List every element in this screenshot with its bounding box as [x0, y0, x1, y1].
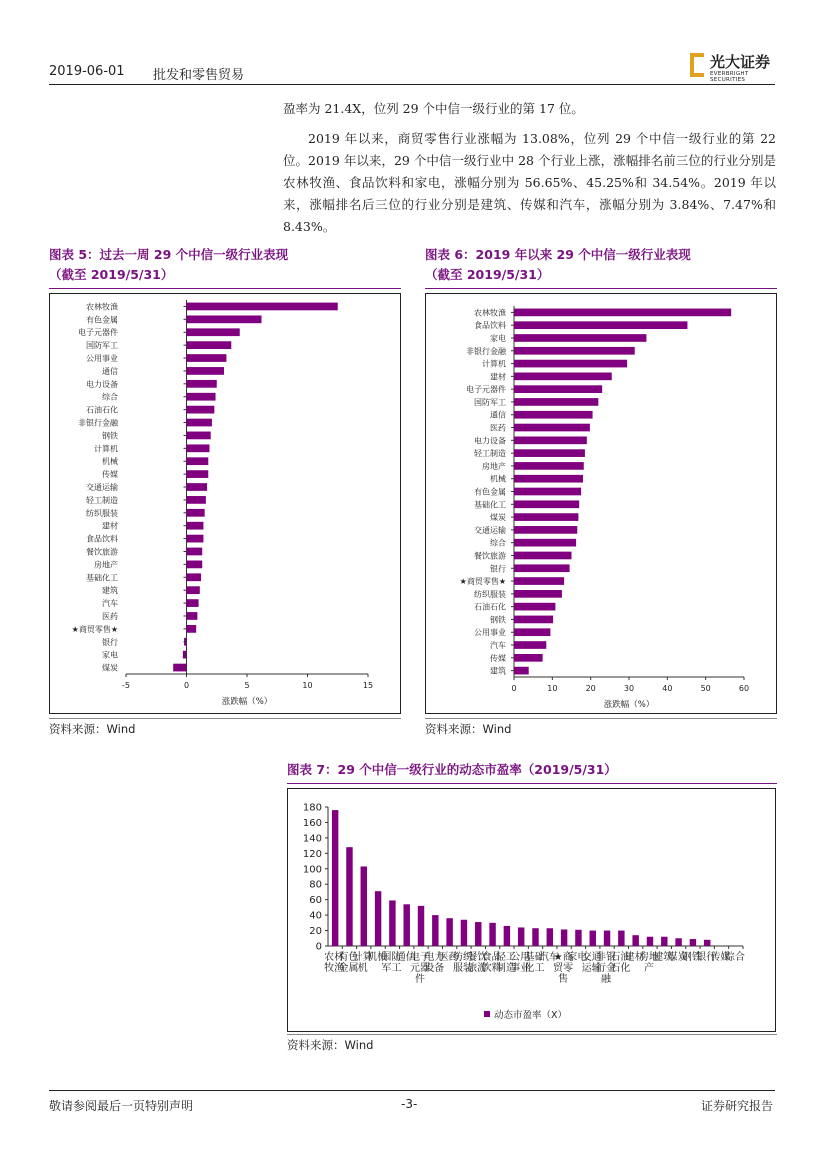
- fig6-bar: [514, 500, 579, 508]
- fig7-category-label-line: 钢铁: [681, 952, 702, 963]
- fig6-bar: [514, 667, 529, 675]
- fig7-category-label-line: 机械: [367, 952, 388, 963]
- header-category: 批发和零售贸易: [153, 68, 245, 83]
- fig7-category-label-line: 有色: [338, 952, 359, 963]
- fig6-category-label: 交通运输: [474, 525, 506, 535]
- fig5-category-label: 非银行金融: [78, 418, 118, 428]
- fig5-x-axis-title: 涨跌幅（%）: [221, 697, 273, 707]
- fig7-category-label-line: 售: [558, 974, 569, 985]
- fig6-category-label: 房地产: [482, 461, 506, 471]
- fig7-category-label-line: 产: [643, 963, 654, 974]
- fig7-category-label-line: 军工: [381, 963, 402, 974]
- fig7-category-label-line: 石油: [610, 952, 631, 963]
- fig6-bar: [514, 526, 577, 534]
- fig7-bar: [375, 891, 381, 946]
- fig7-category-label-line: 件: [415, 974, 426, 985]
- fig7-chart-frame: [287, 788, 776, 1032]
- fig5-category-label: 计算机: [94, 444, 118, 454]
- paragraph-1: 盈率为 21.4X，位列 29 个中信一级行业的第 17 位。: [283, 101, 584, 116]
- fig6-category-label: 非银行金融: [466, 346, 506, 356]
- fig7-category-label-line: 制造: [495, 963, 516, 974]
- fig6-category-label: 机械: [490, 474, 506, 484]
- fig7-bar: [661, 937, 667, 946]
- fig7-category-label-line: 旅游: [467, 963, 488, 974]
- fig7-bar: [618, 931, 624, 946]
- fig5-bar: [187, 303, 338, 311]
- fig6-category-label: 公用事业: [474, 628, 506, 638]
- fig5-category-label: 家电: [102, 650, 118, 660]
- fig7-bar: [504, 926, 510, 946]
- fig7-bar: [403, 904, 409, 946]
- fig5-category-label: 公用事业: [86, 354, 118, 364]
- everbright-logo: [690, 51, 775, 81]
- fig7-bar: [461, 920, 467, 946]
- fig7-category-label-line: 化工: [524, 963, 545, 974]
- fig7-bar: [418, 906, 424, 946]
- fig7-category-label: [725, 950, 745, 963]
- fig5-category-label: ★商贸零售★: [71, 624, 118, 634]
- fig6-x-tick-label: 60: [738, 684, 750, 693]
- fig7-category-label-line: 国防: [381, 952, 402, 963]
- fig7-category-label-line: 非银: [596, 952, 617, 963]
- fig5-category-label: 食品饮料: [86, 534, 118, 544]
- fig6-category-label: 国防军工: [474, 397, 506, 407]
- fig7-bar: [432, 915, 438, 946]
- fig6-bar: [514, 654, 543, 662]
- fig5-x-tick-label: 0: [183, 681, 190, 690]
- fig7-category-label-line: 服装: [452, 963, 473, 974]
- fig6-chart: [426, 294, 776, 713]
- fig5-bar: [187, 599, 199, 607]
- fig7-category-label-line: 机: [357, 963, 368, 974]
- fig6-category-label: 建筑: [490, 666, 506, 676]
- fig5-subtitle: （截至 2019/5/31）: [49, 267, 174, 282]
- fig7-category-label-line: 汽车: [538, 952, 559, 963]
- fig5-category-label: 交通运输: [86, 483, 118, 492]
- fig5-bar: [187, 470, 209, 478]
- fig6-bar: [514, 347, 635, 355]
- fig7-bar: [361, 866, 367, 946]
- fig7-bar: [704, 940, 710, 946]
- fig6-category-label: ★商贸零售★: [459, 577, 506, 587]
- fig5-category-label: 汽车: [102, 599, 118, 609]
- fig6-category-label: 建材: [490, 372, 506, 382]
- fig5-bar: [187, 625, 197, 633]
- header-date: 2019-06-01: [49, 64, 125, 79]
- fig5-title: 图表 5：过去一周 29 个中信一级行业表现: [49, 247, 289, 262]
- fig6-bar: [514, 411, 593, 419]
- fig6-title: 图表 6：2019 年以来 29 个中信一级行业表现: [425, 247, 691, 262]
- fig7-category-label-line: 设备: [424, 963, 445, 974]
- fig5-category-label: 传媒: [102, 470, 118, 480]
- fig6-category-label: 煤炭: [490, 513, 506, 523]
- fig7-category-label-line: 行金: [596, 963, 617, 974]
- fig6-bar: [514, 373, 612, 381]
- fig6-category-label: 纺织服装: [474, 589, 506, 599]
- fig6-x-tick-label: 0: [511, 684, 517, 693]
- fig6-category-label: 轻工制造: [474, 449, 506, 459]
- fig6-bar: [514, 360, 627, 368]
- fig5-bar: [187, 496, 206, 504]
- fig5-chart: [50, 294, 400, 713]
- fig7-y-tick-label: 40: [309, 910, 322, 922]
- fig5-category-label: 农林牧渔: [86, 302, 118, 312]
- fig5-category-label: 煤炭: [102, 663, 118, 673]
- fig7-category-label-line: 石化: [610, 963, 631, 974]
- fig6-x-tick-label: 10: [547, 684, 558, 693]
- fig7-category-label-line: 事业: [510, 963, 531, 974]
- fig7-category-label-line: 建筑: [653, 952, 674, 963]
- fig7-y-tick-label: 80: [309, 879, 322, 891]
- fig6-bar: [514, 424, 590, 432]
- fig5-bar: [187, 573, 202, 581]
- fig6-category-label: 传媒: [490, 653, 506, 663]
- fig7-category-label-line: 综合: [724, 952, 745, 963]
- fig7-bar: [675, 938, 681, 946]
- fig6-category-label: 汽车: [490, 641, 506, 651]
- page-number: -3-: [401, 1097, 418, 1111]
- fig5-bar: [187, 406, 215, 414]
- fig7-bar: [575, 930, 581, 946]
- fig5-category-label: 通信: [102, 366, 118, 376]
- fig5-bar: [187, 380, 217, 388]
- logo-mark-icon: [690, 53, 704, 77]
- fig6-category-label: 医药: [490, 423, 506, 433]
- fig5-title-rule: [49, 288, 401, 289]
- fig7-category-label-line: ★商: [553, 952, 573, 963]
- fig7-y-tick-label: 100: [302, 864, 322, 876]
- fig7-bar: [489, 923, 495, 946]
- fig7-bar: [332, 810, 338, 946]
- fig7-category-label-line: 通信: [395, 952, 416, 963]
- fig7-category-label-line: 银行: [696, 952, 717, 963]
- fig7-source: 资料来源：Wind: [287, 1038, 374, 1052]
- fig7-y-tick-label: 60: [309, 895, 322, 907]
- fig5-bar: [187, 444, 210, 452]
- fig5-bar: [187, 432, 211, 440]
- fig6-category-label: 家电: [490, 333, 506, 343]
- fig7-category-label-line: 元器: [410, 963, 431, 974]
- footer-divider: [49, 1090, 775, 1091]
- fig5-category-label: 医药: [102, 611, 118, 621]
- fig5-category-label: 建筑: [102, 586, 118, 596]
- fig6-bar: [514, 603, 555, 611]
- fig6-bar: [514, 513, 578, 521]
- fig7-category-label-line: 轻工: [495, 952, 516, 963]
- fig6-category-label: 银行: [490, 564, 506, 574]
- fig7-category-label-line: 医药: [438, 952, 459, 963]
- fig5-bar: [187, 586, 200, 594]
- fig5-bar: [187, 315, 262, 323]
- fig7-bar: [547, 928, 553, 946]
- fig6-bar: [514, 436, 587, 444]
- fig5-category-label: 有色金属: [86, 315, 118, 325]
- fig6-bar: [514, 641, 546, 649]
- fig5-category-label: 国防军工: [86, 341, 118, 351]
- paragraph-2: 2019 年以来，商贸零售行业涨幅为 13.08%，位列 29 个中信一级行业的第 22 位。2019 年以来，29 个中信一级行业中 28 个行业上涨，涨幅排名前三位的行业分别是农林牧渔、食品饮料和家电，涨幅分别为 56.65%、45.25%和 34.54%。2019 年以来，涨幅排名后三位的行业分别是建筑、传媒和汽车，涨幅分别为 3.84%、7.47%和 8.43%。: [283, 131, 776, 234]
- fig5-bar: [187, 548, 203, 556]
- fig7-category-label-line: 电子: [410, 952, 431, 963]
- fig6-bar: [514, 628, 550, 636]
- fig7-category-label-line: 电力: [424, 952, 445, 963]
- fig6-category-label: 综合: [490, 538, 506, 548]
- fig5-bar: [187, 367, 225, 375]
- fig6-bar: [514, 552, 572, 560]
- fig7-bar: [532, 928, 538, 946]
- fig5-bar: [187, 522, 204, 530]
- fig6-category-label: 农林牧渔: [474, 308, 506, 318]
- fig7-y-tick-label: 120: [302, 848, 322, 860]
- fig6-source-rule: [425, 718, 777, 719]
- fig6-category-label: 石油石化: [474, 602, 506, 612]
- fig6-bar: [514, 539, 576, 547]
- fig7-bar: [604, 931, 610, 946]
- fig5-bar: [187, 419, 212, 427]
- fig7-y-tick-label: 180: [302, 802, 322, 814]
- fig6-bar: [514, 616, 553, 624]
- fig6-bar: [514, 385, 602, 393]
- fig5-x-tick-label: -5: [122, 681, 130, 690]
- fig6-subtitle: （截至 2019/5/31）: [425, 267, 550, 282]
- fig7-bar: [590, 931, 596, 946]
- fig7-bar: [632, 935, 638, 946]
- fig5-source-rule: [49, 718, 401, 719]
- fig5-bar: [187, 535, 204, 543]
- fig7-category-label-line: 煤炭: [667, 952, 688, 963]
- fig6-bar: [514, 577, 564, 585]
- fig6-bar: [514, 334, 646, 342]
- fig7-category-label-line: 公用: [510, 952, 531, 963]
- fig7-title: 图表 7：29 个中信一级行业的动态市盈率（2019/5/31）: [287, 762, 617, 777]
- fig7-y-tick-label: 0: [315, 941, 322, 953]
- fig7-category-label-line: 家电: [567, 952, 588, 963]
- fig6-x-tick-label: 20: [585, 684, 596, 693]
- fig7-chart: [288, 789, 775, 1031]
- fig7-bar: [647, 937, 653, 946]
- fig7-bar: [690, 939, 696, 946]
- fig5-bar: [187, 509, 205, 517]
- fig7-bar: [518, 927, 524, 946]
- fig5-category-label: 轻工制造: [86, 495, 118, 505]
- fig6-category-label: 电子元器件: [466, 385, 506, 395]
- fig6-category-label: 有色金属: [474, 487, 506, 497]
- fig7-y-tick-label: 140: [302, 833, 322, 845]
- fig5-category-label: 电子元器件: [78, 328, 118, 338]
- fig6-category-label: 计算机: [482, 359, 506, 369]
- fig6-category-label: 餐饮旅游: [474, 551, 506, 561]
- fig7-bar: [561, 929, 567, 946]
- fig5-bar: [187, 341, 232, 349]
- fig5-source: 资料来源：Wind: [49, 722, 136, 736]
- fig6-bar: [514, 309, 731, 317]
- fig5-x-tick-label: 5: [244, 681, 250, 690]
- fig5-bar: [187, 328, 240, 336]
- fig5-category-label: 纺织服装: [86, 508, 118, 518]
- fig7-category-label-line: 食品: [481, 952, 502, 963]
- fig7-category-label-line: 融: [601, 974, 612, 985]
- fig7-bar: [446, 918, 452, 946]
- fig7-legend-label: 动态市盈率（X）: [494, 1010, 568, 1021]
- fig5-category-label: 机械: [102, 457, 118, 467]
- fig7-category-label-line: 金属: [338, 963, 359, 974]
- fig7-y-tick-label: 20: [309, 926, 322, 938]
- fig5-category-label: 钢铁: [102, 431, 118, 441]
- fig7-category-label-line: 基础: [524, 952, 545, 963]
- fig5-bar: [187, 561, 203, 569]
- fig5-category-label: 银行: [102, 637, 118, 647]
- fig7-y-tick-label: 160: [302, 817, 322, 829]
- fig6-x-tick-label: 40: [662, 684, 673, 693]
- fig6-chart-frame: [425, 293, 777, 714]
- fig7-category-label-line: 传媒: [710, 952, 731, 963]
- footer-report-type: 证券研究报告: [701, 1099, 774, 1113]
- logo-text-en: EVERBRIGHT SECURITIES: [710, 71, 749, 83]
- fig6-bar: [514, 321, 687, 329]
- fig5-x-tick-label: 10: [302, 681, 313, 690]
- fig6-source: 资料来源：Wind: [425, 722, 512, 736]
- fig5-category-label: 房地产: [94, 560, 118, 570]
- fig7-title-rule: [287, 783, 777, 784]
- fig5-bar: [187, 483, 208, 491]
- fig6-category-label: 食品饮料: [474, 321, 506, 331]
- fig5-bar: [187, 393, 216, 401]
- fig7-category-label-line: 建材: [624, 952, 645, 963]
- fig6-x-tick-label: 50: [700, 684, 711, 693]
- fig7-bar: [475, 922, 481, 946]
- fig6-bar: [514, 564, 570, 572]
- fig5-x-tick-label: 15: [362, 681, 374, 690]
- fig6-title-rule: [425, 288, 777, 289]
- fig7-category-label-line: 牧渔: [324, 963, 345, 974]
- header-divider: [49, 84, 775, 85]
- fig7-category-label-line: 纺织: [452, 952, 473, 963]
- fig6-category-label: 电力设备: [474, 436, 506, 446]
- fig7-category-label-line: 贸零: [553, 963, 574, 974]
- fig6-x-tick-label: 30: [623, 684, 635, 693]
- fig7-category-label-line: 运输: [581, 963, 602, 974]
- fig7-category-label-line: 计算: [352, 952, 373, 963]
- fig7-category-label-line: 房地: [638, 952, 659, 963]
- fig7-source-rule: [287, 1034, 777, 1035]
- fig5-category-label: 基础化工: [86, 573, 118, 583]
- fig7-category-label-line: 饮料: [481, 963, 502, 974]
- fig6-bar: [514, 475, 583, 483]
- fig5-category-label: 电力设备: [86, 379, 118, 389]
- fig7-category-label-line: 餐饮: [467, 952, 488, 963]
- fig6-bar: [514, 488, 581, 496]
- fig5-bar: [187, 612, 198, 620]
- fig6-x-axis-title: 涨跌幅（%）: [603, 700, 655, 710]
- fig7-category-label-line: 交通: [581, 952, 602, 963]
- logo-text-cn: 光大证券: [710, 53, 771, 71]
- fig5-category-label: 石油石化: [86, 405, 118, 415]
- fig7-category-label-line: 农林: [324, 952, 345, 963]
- fig5-chart-frame: [49, 293, 401, 714]
- fig6-category-label: 钢铁: [490, 615, 506, 625]
- fig7-bar: [389, 900, 395, 946]
- fig6-bar: [514, 590, 562, 598]
- fig7-bar: [346, 847, 352, 946]
- footer-disclaimer: 敬请参阅最后一页特别声明: [49, 1099, 194, 1113]
- fig5-bar: [187, 354, 227, 362]
- fig6-bar: [514, 449, 585, 457]
- fig6-category-label: 基础化工: [474, 500, 506, 510]
- fig5-category-label: 建材: [102, 521, 118, 531]
- fig5-bar: [187, 457, 209, 465]
- fig6-category-label: 通信: [490, 410, 506, 420]
- fig7-legend-swatch: [484, 1011, 490, 1017]
- fig5-category-label: 餐饮旅游: [86, 547, 118, 557]
- fig6-bar: [514, 462, 584, 470]
- fig5-category-label: 综合: [102, 392, 118, 402]
- fig6-bar: [514, 398, 598, 406]
